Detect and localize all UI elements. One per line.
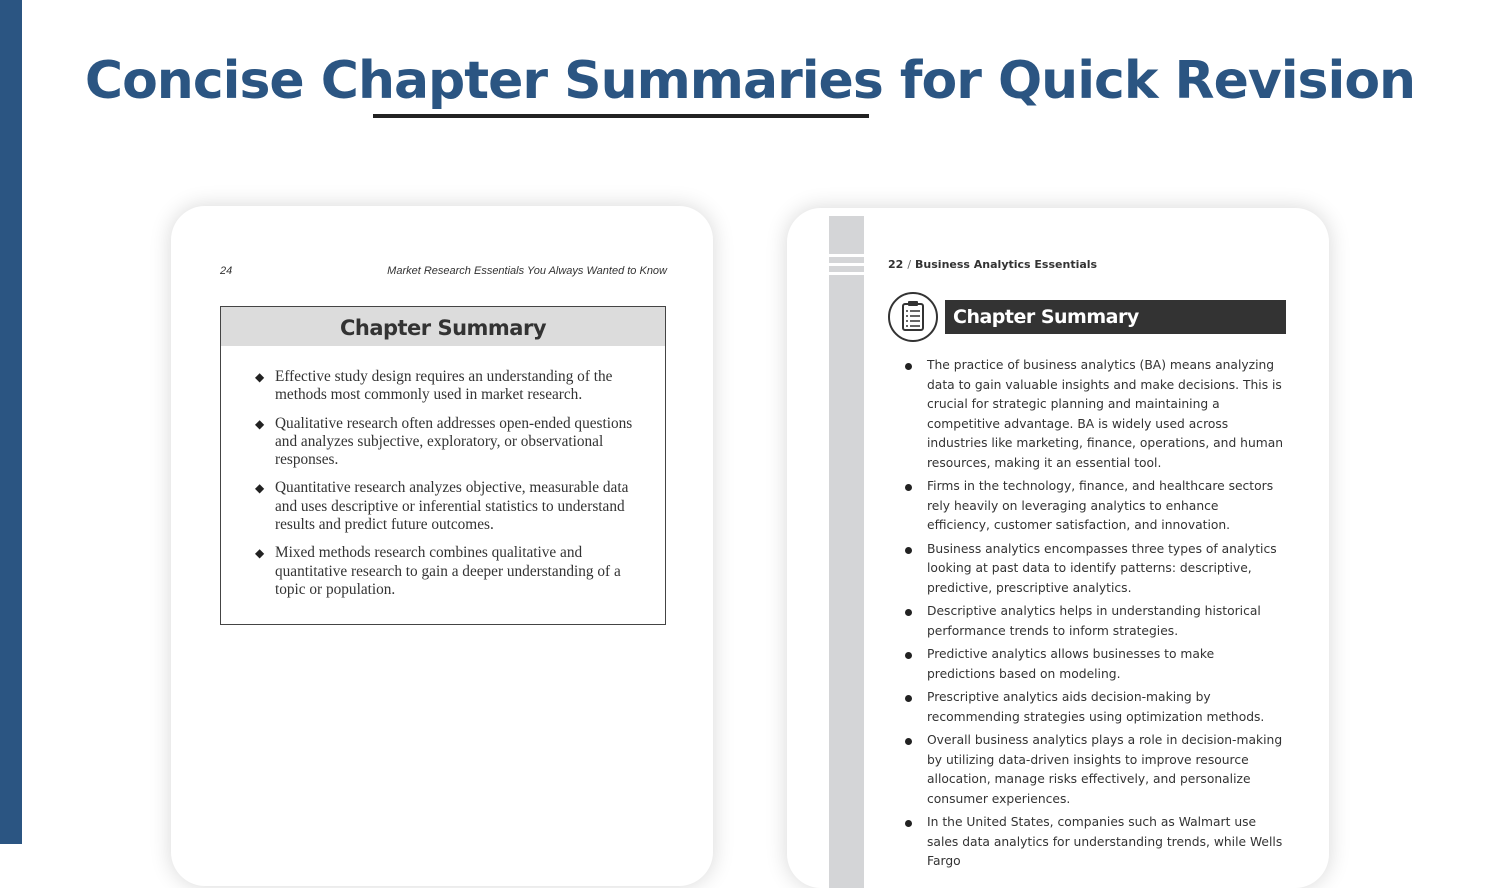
bullet-dot-icon — [905, 547, 912, 554]
list-item: Business analytics encompasses three types of analytics looking at past data to identify patterns: descriptive, predictive, prescriptive analytics. — [905, 540, 1285, 599]
bullet-dot-icon — [905, 820, 912, 827]
book-page-right — [787, 208, 1329, 888]
list-item: ◆ Qualitative research often addresses open-ended questions and analyzes subjective, exploratory, or observational responses. — [255, 414, 633, 469]
slide-title: Concise Chapter Summaries for Quick Revision — [84, 51, 1416, 111]
list-item: ◆ Effective study design requires an understanding of the methods most commonly used in market research. — [255, 368, 613, 404]
accent-bar — [0, 0, 22, 844]
bullet-dot-icon — [905, 484, 912, 491]
bullet-dot-icon — [905, 609, 912, 616]
list-item: The practice of business analytics (BA) means analyzing data to gain valuable insights and make decisions. This is crucial for strategic planning and maintaining a competitive advantage. BA is widely used across industries like marketing, finance, operations, and human resources, making it an essential tool. — [905, 356, 1285, 473]
chapter-summary-banner: Chapter Summary — [945, 300, 1286, 334]
book-title: Business Analytics Essentials — [915, 258, 1098, 271]
diamond-bullet-icon: ◆ — [255, 416, 265, 431]
bullet-dot-icon — [905, 695, 912, 702]
diamond-bullet-icon: ◆ — [255, 481, 265, 496]
title-underline — [373, 114, 869, 118]
list-item: Predictive analytics allows businesses to make predictions based on modeling. — [905, 645, 1285, 684]
diamond-bullet-icon: ◆ — [255, 546, 265, 561]
bullet-dot-icon — [905, 363, 912, 370]
list-item: ◆ Quantitative research analyzes objective, measurable data and uses descriptive or inferential statistics to understand results and predict future outcomes. — [255, 479, 629, 534]
running-head: Market Research Essentials You Always Wanted to Know — [387, 265, 667, 277]
summary-list — [905, 356, 1285, 876]
diamond-bullet-icon: ◆ — [255, 370, 265, 384]
book-page-left — [171, 206, 713, 886]
summary-list — [221, 346, 665, 599]
side-strip — [829, 216, 864, 888]
chapter-summary-box — [220, 306, 666, 625]
strip-line — [829, 263, 864, 266]
clipboard-icon — [888, 292, 938, 342]
list-item: Overall business analytics plays a role in decision-making by utilizing data-driven insights to improve resource allocation, manage risks effectively, and personalize consumer experiences. — [905, 731, 1285, 809]
list-item: Descriptive analytics helps in understanding historical performance trends to inform strategies. — [905, 602, 1285, 641]
page-number: 22 — [888, 258, 904, 271]
page-number: 24 — [220, 265, 233, 277]
list-item: Prescriptive analytics aids decision-making by recommending strategies using optimization methods. — [905, 688, 1285, 727]
list-item: ◆ Mixed methods research combines qualitative and quantitative research to gain a deeper understanding of a topic or population. — [255, 544, 621, 598]
list-item: Firms in the technology, finance, and healthcare sectors rely heavily on leveraging analytics to enhance efficiency, customer satisfaction, and innovation. — [905, 477, 1285, 536]
chapter-summary-title: Chapter Summary — [221, 307, 665, 346]
bullet-dot-icon — [905, 738, 912, 745]
strip-line — [829, 272, 864, 275]
strip-line — [829, 254, 864, 257]
bullet-dot-icon — [905, 652, 912, 659]
list-item: In the United States, companies such as Walmart use sales data analytics for understanding trends, while Wells Fargo — [905, 813, 1285, 872]
running-head — [888, 258, 1097, 271]
separator: / — [907, 258, 912, 271]
